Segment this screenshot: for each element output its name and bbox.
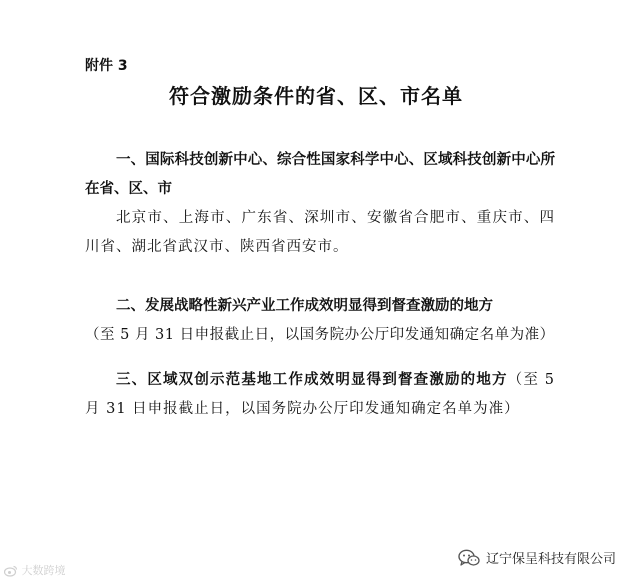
weibo-icon xyxy=(4,564,22,577)
section-3-note: （至 5 月 31 日申报截止日，以国务院办公厅印发通知确定名单为准） xyxy=(85,372,555,417)
section-2-note: （至 5 月 31 日申报截止日，以国务院办公厅印发通知确定名单为准） xyxy=(85,327,555,343)
section-1-body: 北京市、上海市、广东省、深圳市、安徽省合肥市、重庆市、四川省、湖北省武汉市、陕西省西安市。 xyxy=(85,210,555,255)
watermark-right xyxy=(458,548,616,567)
watermark-left-text: 大数跨境 xyxy=(21,564,66,577)
section-3-paragraph xyxy=(85,366,555,424)
section-2 xyxy=(85,292,555,350)
attachment-label: 附件 3 xyxy=(85,58,128,74)
section-1-heading: 一、国际科技创新中心、综合性国家科学中心、区域科技创新中心所在省、区、市 xyxy=(85,152,555,197)
wechat-icon xyxy=(458,549,480,567)
section-1 xyxy=(85,146,555,262)
section-3 xyxy=(85,366,555,424)
section-3-heading: 三、区域双创示范基地工作成效明显得到督查激励的地方 xyxy=(116,372,508,388)
document-title: 符合激励条件的省、区、市名单 xyxy=(169,84,463,108)
watermark-right-text: 辽宁保呈科技有限公司 xyxy=(485,552,616,567)
section-2-heading: 二、发展战略性新兴产业工作成效明显得到督查激励的地方 xyxy=(116,298,493,314)
watermark-left xyxy=(4,562,66,578)
